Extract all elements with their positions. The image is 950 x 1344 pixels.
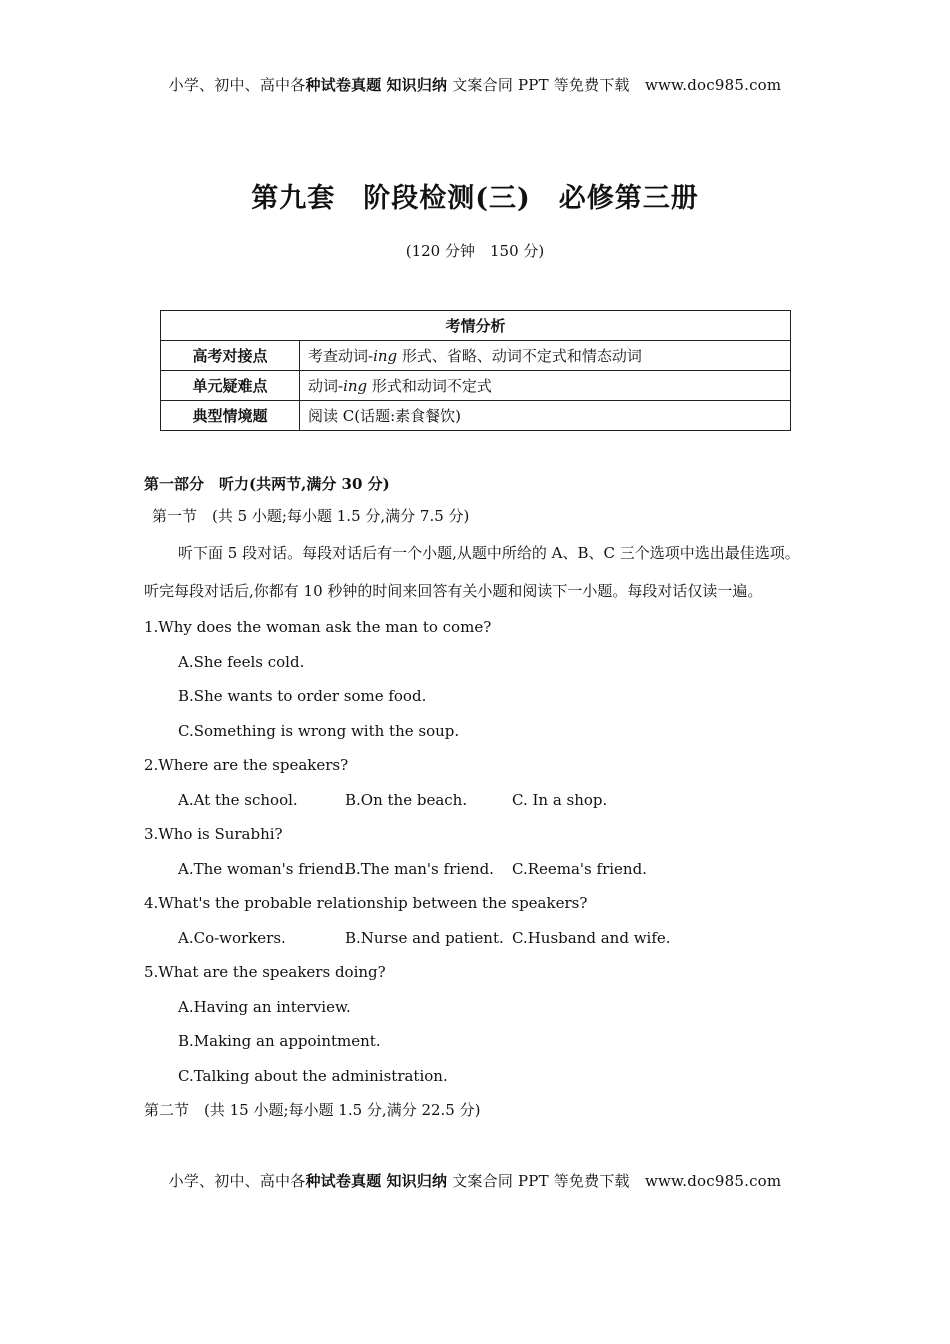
- banner-text: 小学、初中、高中各: [168, 1172, 306, 1190]
- footer-banner: [0, 1170, 950, 1191]
- page-subtitle: (120 分钟 150 分): [405, 242, 545, 260]
- answer-option: A.The woman's friend.: [178, 859, 349, 878]
- header-banner: [0, 74, 950, 95]
- answer-option: B.Making an appointment.: [178, 1032, 381, 1050]
- table-key: 典型情境题: [161, 401, 300, 431]
- section-heading: 第一节 (共 5 小题;每小题 1.5 分,满分 7.5 分): [152, 507, 470, 525]
- part-heading: 第一部分 听力(共两节,满分 30 分): [144, 475, 390, 493]
- question-stem: 5.What are the speakers doing?: [144, 963, 386, 981]
- analysis-table: [160, 310, 791, 431]
- question-stem: 3.Who is Surabhi?: [144, 825, 283, 843]
- question-stem: 1.Why does the woman ask the man to come?: [144, 618, 492, 636]
- table-row: [161, 341, 791, 371]
- question-stem: 4.What's the probable relationship between the speakers?: [144, 894, 588, 912]
- answer-option: C.Reema's friend.: [512, 859, 647, 878]
- answer-option: B.On the beach.: [345, 790, 468, 809]
- answer-option: B.Nurse and patient.: [345, 928, 504, 947]
- banner-text-bold: 种试卷真题: [305, 1172, 382, 1190]
- answer-option: A.Having an interview.: [178, 997, 351, 1016]
- table-row: [161, 371, 791, 401]
- answer-option: A.Co-workers.: [178, 928, 286, 947]
- section-heading: 第二节 (共 15 小题;每小题 1.5 分,满分 22.5 分): [144, 1101, 481, 1119]
- banner-text-bold: 知识归纳: [386, 76, 448, 94]
- answer-option: B.The man's friend.: [345, 859, 494, 878]
- answer-option: A.She feels cold.: [178, 652, 305, 671]
- answer-option: C. In a shop.: [512, 790, 608, 809]
- page-title: 第九套 阶段检测(三) 必修第三册: [251, 183, 699, 214]
- question-stem: 2.Where are the speakers?: [144, 756, 349, 774]
- banner-text: 文案合同 PPT 等免费下载 www.doc985.com: [447, 76, 782, 94]
- banner-text-bold: 知识归纳: [386, 1172, 448, 1190]
- table-row: [161, 401, 791, 431]
- table-value: 考查动词-ing 形式、省略、动词不定式和情态动词: [300, 341, 791, 371]
- answer-option: C.Husband and wife.: [512, 928, 671, 947]
- table-value: 动词-ing 形式和动词不定式: [300, 371, 791, 401]
- answer-option: A.At the school.: [178, 790, 298, 809]
- answer-option: B.She wants to order some food.: [178, 687, 427, 705]
- table-header: 考情分析: [161, 311, 791, 341]
- table-key: 单元疑难点: [161, 371, 300, 401]
- answer-option: C.Talking about the administration.: [178, 1066, 448, 1085]
- table-header-row: [161, 311, 791, 341]
- banner-text: 文案合同 PPT 等免费下载 www.doc985.com: [447, 1172, 782, 1190]
- table-value: 阅读 C(话题:素食餐饮): [300, 401, 791, 431]
- table-key: 高考对接点: [161, 341, 300, 371]
- options-row: [144, 852, 804, 887]
- instruction-text: 听下面 5 段对话。每段对话后有一个小题,从题中所给的 A、B、C 三个选项中选出最佳选项。听完每段对话后,你都有 10 秒钟的时间来回答有关小题和阅读下一小题。每段对话仅读一遍。: [144, 544, 800, 600]
- listening-section: [144, 470, 804, 1128]
- answer-option: C.Something is wrong with the soup.: [178, 721, 460, 740]
- banner-text: 小学、初中、高中各: [168, 76, 306, 94]
- options-row: [144, 783, 804, 818]
- banner-text-bold: 种试卷真题: [305, 76, 382, 94]
- options-row: [144, 921, 804, 956]
